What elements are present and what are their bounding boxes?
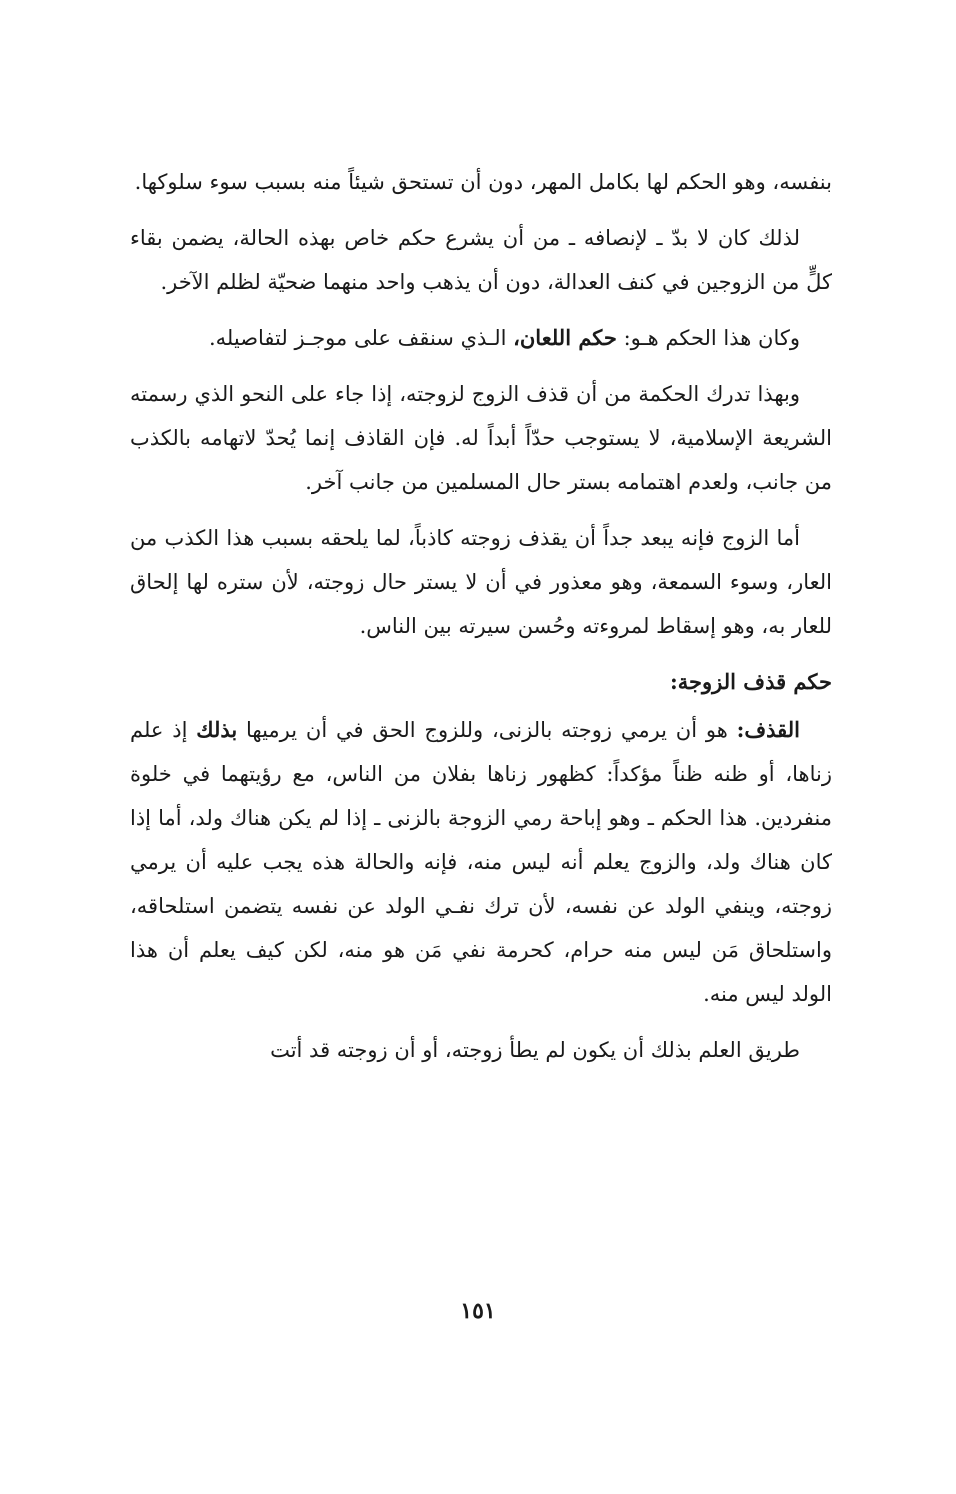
qadhf-term: القذف: xyxy=(736,717,800,742)
paragraph-6 xyxy=(130,708,832,1016)
paragraph-7: طريق العلم بذلك أن يكون لم يطأ زوجته، أو أن زوجته قد أتت xyxy=(270,1038,800,1062)
section-heading: حكم قذف الزوجة: xyxy=(670,669,832,694)
paragraph-3-text-end: الـذي سنقف على موجـز لتفاصيله. xyxy=(208,326,514,350)
paragraph-3-text-start: وكان هذا الحكم هـو: xyxy=(616,326,800,350)
lian-ruling-term: حكم اللعان، xyxy=(513,325,617,350)
paragraph-1: بنفسه، وهو الحكم لها بكامل المهر، دون أن تستحق شيئاً منه بسبب سوء سلوكها. xyxy=(134,170,832,194)
page-body xyxy=(130,160,832,1084)
paragraph-4: وبهذا تدرك الحكمة من أن قذف الزوج لزوجته، إذا جاء على النحو الذي رسمته الشريعة الإسلامية، لا يستوجب حدّاً أبداً له. فإن القاذف إنما يُحدّ لاتهامه بالكذب من جانب، ولعدم اهتمامه بستر حال المسلمين من جانب آخر. xyxy=(130,382,832,494)
paragraph-6-text-1: هو أن يرمي زوجته بالزنى، وللزوج الحق في أن يرميها xyxy=(237,718,737,742)
bidhalik-term: بذلك xyxy=(196,717,238,742)
paragraph-6-text-2: إذ علم زناها، أو ظنه ظناً مؤكداً: كظهور زناها بفلان من الناس، مع رؤيتهما في خلوة منفردين. هذا الحكم ـ وهو إباحة رمي الزوجة بالزنى ـ إذا لم يكن هناك ولد، أما إذا كان هناك ولد، والزوج يعلم أنه ليس منه، فإنه والحالة هذه يجب عليه أن يرمي زوجته، وينفي الولد عن نفسه، لأن ترك نفـي الولد عن نفسه يتضمن استلحاقه، واستلحاق مَن ليس منه حرام، كحرمة نفي مَن هو منه، لكن كيف يعلم أن هذا الولد ليس منه. xyxy=(130,718,832,1006)
paragraph-2: لذلك كان لا بدّ ـ لإنصافه ـ من أن يشرع حكم خاص بهذه الحالة، يضمن بقاء كلٍّ من الزوجين في كنف العدالة، دون أن يذهب واحد منهما ضحيّة لظلم الآخر. xyxy=(130,226,832,294)
paragraph-5: أما الزوج فإنه يبعد جداً أن يقذف زوجته كاذباً، لما يلحقه بسبب هذا الكذب من العار، وسوء السمعة، وهو معذور في أن لا يستر حال زوجته، لأن ستره لها إلحاق للعار به، وهو إسقاط لمروءته وحُسن سيرته بين الناس. xyxy=(130,526,832,638)
page-number: ١٥١ xyxy=(460,1298,496,1324)
paragraph-3 xyxy=(130,316,832,360)
